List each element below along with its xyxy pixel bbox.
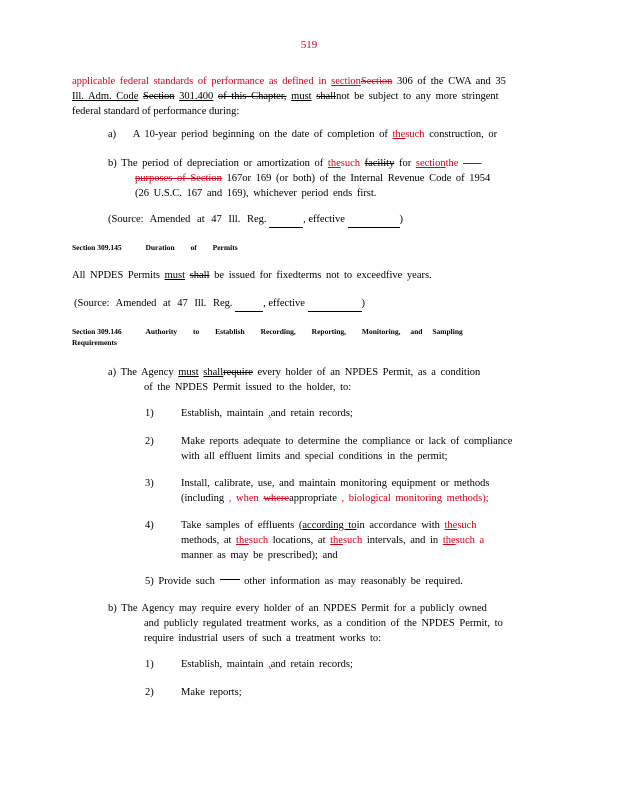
section-heading: Section 309.145 Duration of Permits — [72, 243, 238, 252]
line: a) The Agency must shallrequire every holder of an NPDES Permit, as a condition — [108, 367, 481, 378]
source-note: (Source: Amended at 47 Ill. Reg. , effective ) — [108, 212, 403, 228]
line: of the NPDES Permit issued to the holder, to: — [144, 382, 352, 393]
section-heading: Section 309.146 Authority to Establish Recording, Reporting, Monitoring, and Sampling Requirements — [72, 327, 463, 347]
line: require industrial users of such a treatment works to: — [144, 633, 382, 644]
item-b — [108, 156, 538, 201]
paragraph-duration: All NPDES Permits must shall be issued for fixedterms not to exceedfive years. — [72, 270, 432, 281]
line: (26 U.S.C. 167 and 169), whichever period ends first. — [135, 188, 377, 199]
line: federal standard of performance during: — [72, 106, 240, 117]
list-item: 5) Provide such other information as may reasonably be required. — [145, 576, 463, 587]
line: and publicly regulated treatment works, as a condition of the NPDES Permit, to — [144, 618, 503, 629]
paragraph-authority-b — [108, 601, 548, 646]
source-note: (Source: Amended at 47 Ill. Reg. , effective ) — [74, 296, 365, 312]
item-a: a) A 10-year period beginning on the date of completion of thesuch construction, or — [108, 129, 498, 140]
line: b) The Agency may require every holder of an NPDES Permit for a publicly owned — [108, 603, 487, 614]
page-number: 519 — [300, 39, 318, 51]
paragraph-authority-a — [108, 365, 538, 395]
paragraph-standards — [72, 74, 542, 119]
line: applicable federal standards of performance as defined in sectionSection 306 of the CWA and 35 — [72, 76, 506, 87]
line: purposes of Section 167or 169 (or both) of the Internal Revenue Code of 1954 — [135, 173, 491, 184]
line: Ill. Adm. Code Section 301.400 of this Chapter, must shallnot be subject to any more stringent — [72, 91, 499, 102]
line: b) The period of depreciation or amortization of thesuch facility for sectionthe — [108, 158, 459, 169]
